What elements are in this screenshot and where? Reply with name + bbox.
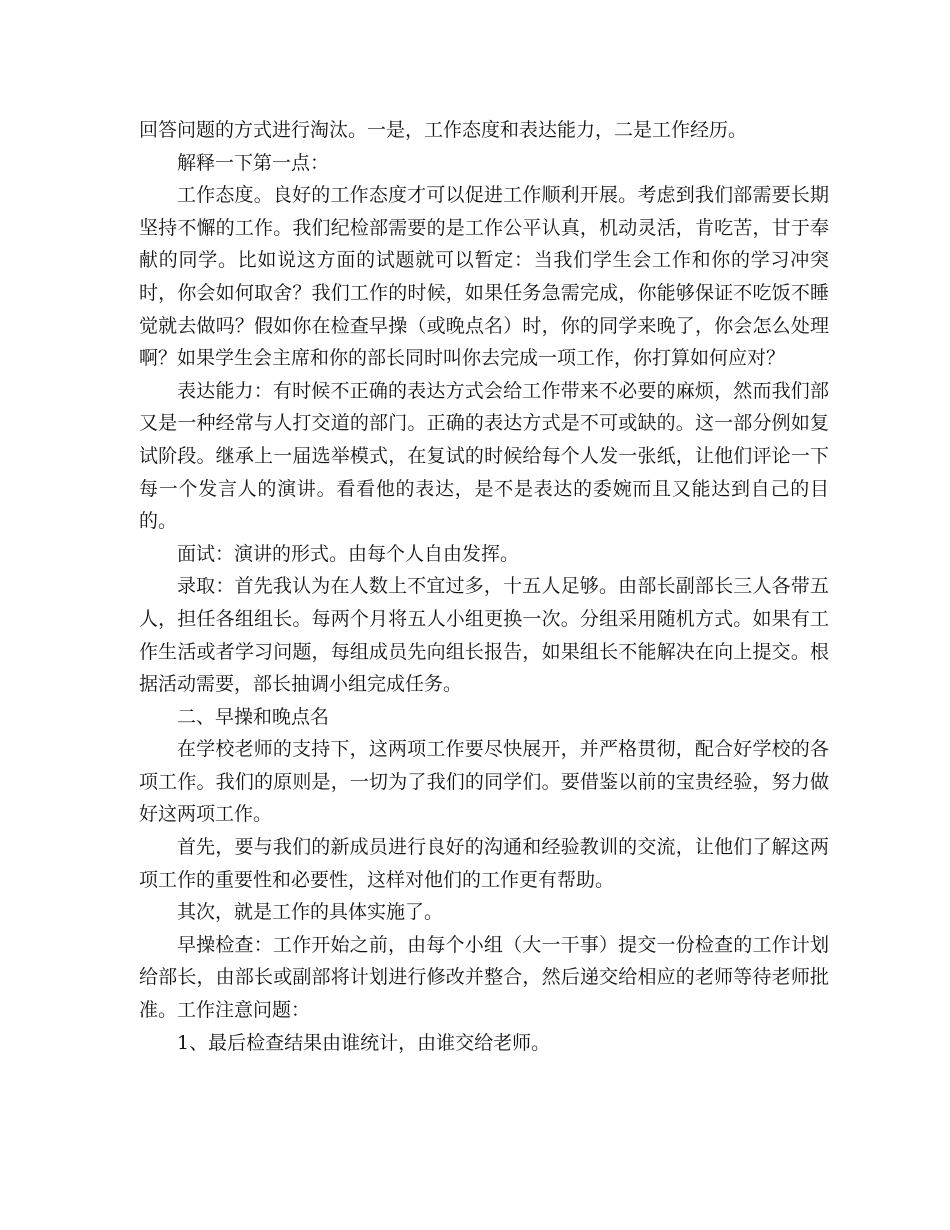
- paragraph-9: 首先，要与我们的新成员进行良好的沟通和经验教训的交流，让他们了解这两项工作的重要性和必要性，这样对他们的工作更有帮助。: [139, 836, 829, 891]
- paragraph-2: 解释一下第一点：: [177, 151, 330, 174]
- paragraph-4: 表达能力：有时候不正确的表达方式会给工作带来不必要的麻烦，然而我们部又是一种经常与人打交道的部门。正确的表达方式是不可或缺的。这一部分例如复试阶段。继承上一届选举模式，在复试的时候给每个人发一张纸，让他们评论一下每一个发言人的演讲。看看他的表达，是不是表达的委婉而且又能达到自己的目的。: [139, 379, 829, 533]
- paragraph-5: 面试：演讲的形式。由每个人自由发挥。: [177, 542, 520, 565]
- paragraph-10: 其次，就是工作的具体实施了。: [177, 901, 444, 924]
- paragraph-1: 回答问题的方式进行淘汰。一是，工作态度和表达能力，二是工作经历。: [139, 119, 748, 141]
- paragraph-6: 录取：首先我认为在人数上不宜过多，十五人足够。由部长副部长三人各带五人，担任各组组长。每两个月将五人小组更换一次。分组采用随机方式。如果有工作生活或者学习问题，每组成员先向组长报告，如果组长不能解决在向上提交。根据活动需要，部长抽调小组完成任务。: [139, 575, 829, 696]
- section-heading: 二、早操和晚点名: [177, 705, 330, 728]
- list-item-1: 1、最后检查结果由谁统计，由谁交给老师。: [177, 1031, 551, 1054]
- paragraph-8: 在学校老师的支持下，这两项工作要尽快展开，并严格贯彻，配合好学校的各项工作。我们的原则是，一切为了我们的同学们。要借鉴以前的宝贵经验，努力做好这两项工作。: [139, 738, 829, 826]
- paragraph-11: 早操检查：工作开始之前，由每个小组（大一干事）提交一份检查的工作计划给部长，由部长或副部将计划进行修改并整合，然后递交给相应的老师等待老师批准。工作注意问题：: [139, 933, 829, 1022]
- document-body: [139, 114, 829, 1059]
- paragraph-3: 工作态度。良好的工作态度才可以促进工作顺利开展。考虑到我们部需要长期坚持不懈的工作。我们纪检部需要的是工作公平认真，机动灵活，肯吃苦，甘于奉献的同学。比如说这方面的试题就可以暂定：当我们学生会工作和你的学习冲突时，你会如何取舍？我们工作的时候，如果任务急需完成，你能够保证不吃饭不睡觉就去做吗？假如你在检查早操（或晚点名）时，你的同学来晚了，你会怎么处理啊？如果学生会主席和你的部长同时叫你去完成一项工作，你打算如何应对？: [139, 184, 829, 370]
